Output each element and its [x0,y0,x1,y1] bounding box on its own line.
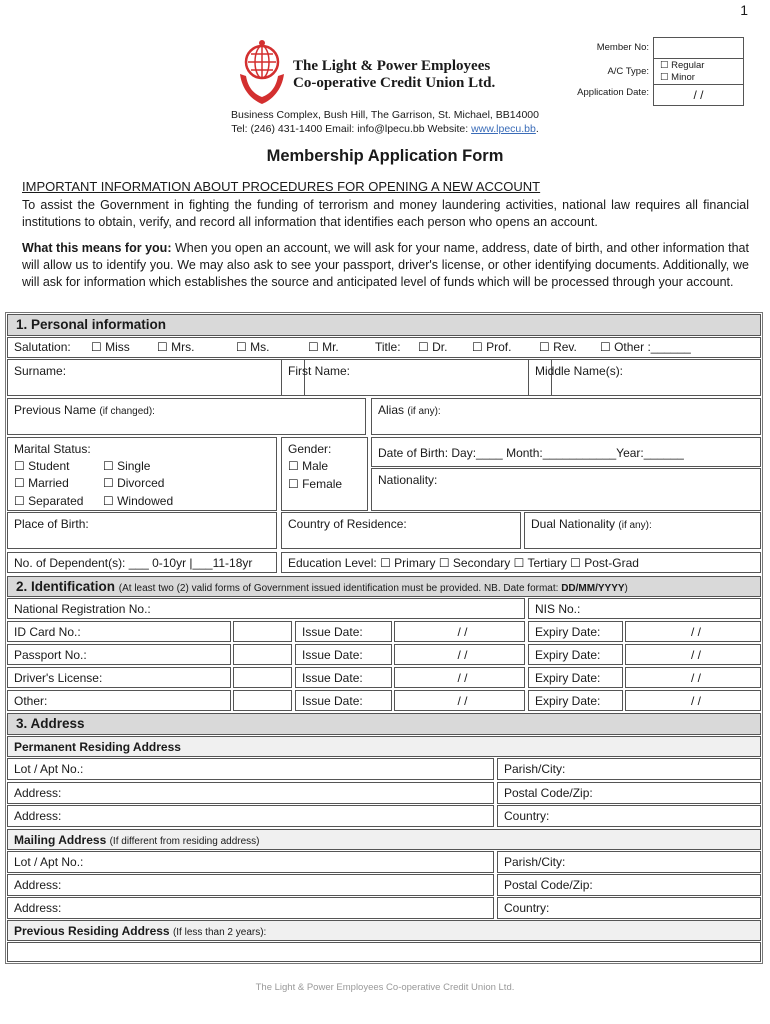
mailing-lot-field[interactable]: Lot / Apt No.: [7,851,494,873]
dual-nationality-label: Dual Nationality [531,517,616,531]
country-of-residence-field[interactable]: Country of Residence: [281,512,521,549]
means-text: When you open an account, we will ask for your name, address, date of birth, and other information that will allow us to identify you. We may also ask to see your passport, driver's license, or other identifying documents. Additionally, we will ask for information which establishes the source and anticipated level of funds which will be processed through your account. [22,241,749,289]
nis-field[interactable]: NIS No.: [528,598,761,619]
drivers-license-expiry-date-field[interactable]: / / [625,667,761,688]
date-format: DD/MM/YYYY [561,583,625,594]
contact-suffix: . [535,123,539,135]
identification-note: (At least two (2) valid forms of Government issued identification must be provided. NB. Date format: [118,583,562,594]
salutation-miss-checkbox[interactable]: ☐ Miss [91,340,130,354]
mailing-parish-field[interactable]: Parish/City: [497,851,761,873]
marital-widowed-checkbox[interactable]: ☐ Windowed [103,494,174,508]
permanent-address-heading: Permanent Residing Address [7,736,761,757]
permanent-country-field[interactable]: Country: [497,805,761,827]
previous-name-note: (if changed): [99,406,155,417]
dependents-field[interactable]: No. of Dependent(s): ___ 0-10yr |___11-18yr [7,552,277,573]
previous-address-field[interactable] [7,942,761,962]
id-card-label: ID Card No.: [7,621,231,642]
alias-note: (if any): [407,406,441,417]
mailing-address2-field[interactable]: Address: [7,897,494,919]
place-of-birth-field[interactable]: Place of Birth: [7,512,277,549]
id-card-expiry-label: Expiry Date: [528,621,623,642]
drivers-license-expiry-label: Expiry Date: [528,667,623,688]
passport-issue-label: Issue Date: [295,644,392,665]
marital-married-checkbox[interactable]: ☐ Married [14,476,69,490]
marital-student-checkbox[interactable]: ☐ Student [14,459,70,473]
permanent-lot-field[interactable]: Lot / Apt No.: [7,758,494,780]
alias-label: Alias [378,403,405,417]
important-heading: IMPORTANT INFORMATION ABOUT PROCEDURES FOR OPENING A NEW ACCOUNT [22,179,541,194]
org-contact-text: Tel: (246) 431-1400 Email: info@lpecu.bb Website: [231,123,469,135]
other-id-expiry-date-field[interactable]: / / [625,690,761,711]
education-level-field[interactable]: Education Level: ☐ Primary ☐ Secondary ☐ Tertiary ☐ Post-Grad [281,552,761,573]
other-id-number-field[interactable] [233,690,292,711]
mailing-address1-field[interactable]: Address: [7,874,494,896]
org-contact [0,122,770,136]
salutation-label: Salutation: [14,340,71,354]
id-card-number-field[interactable] [233,621,292,642]
previous-address-note: (If less than 2 years): [172,927,267,938]
section-identification-heading [7,576,761,597]
marital-divorced-checkbox[interactable]: ☐ Divorced [103,476,165,490]
org-name-line1: The Light & Power Employees [293,58,491,74]
mailing-address-label: Mailing Address [14,833,107,847]
marital-separated-checkbox[interactable]: ☐ Separated [14,494,84,508]
drivers-license-issue-date-field[interactable]: / / [394,667,525,688]
form-title: Membership Application Form [266,147,504,165]
nationality-field[interactable]: Nationality: [371,468,761,511]
marital-single-checkbox[interactable]: ☐ Single [103,459,151,473]
ac-type-box [653,58,744,85]
passport-issue-date-field[interactable]: / / [394,644,525,665]
title-dr-checkbox[interactable]: ☐ Dr. [418,340,448,354]
footer-text: The Light & Power Employees Co-operative Credit Union Ltd. [255,982,515,993]
date-of-birth-field[interactable]: Date of Birth: Day:____ Month:___________Year:______ [371,437,761,467]
gender-label: Gender: [288,442,332,456]
previous-name-label: Previous Name [14,403,97,417]
middle-names-field[interactable]: Middle Name(s): [528,359,761,396]
member-no-label: Member No: [596,42,649,53]
salutation-mr-checkbox[interactable]: ☐ Mr. [308,340,339,354]
gender-female-checkbox[interactable]: ☐ Female [288,477,343,491]
national-registration-field[interactable]: National Registration No.: [7,598,525,619]
mailing-address-note: (If different from residing address) [109,836,260,847]
mailing-address-heading [7,829,761,850]
ac-regular-checkbox[interactable]: ☐ Regular [660,60,705,71]
title-label: Title: [375,340,401,354]
dual-nationality-field[interactable] [524,512,761,549]
id-card-issue-date-field[interactable]: / / [394,621,525,642]
passport-number-field[interactable] [233,644,292,665]
drivers-license-label: Driver's License: [7,667,231,688]
title-prof-checkbox[interactable]: ☐ Prof. [472,340,512,354]
dual-nationality-note: (if any): [618,520,652,531]
section-personal-heading: 1. Personal information [7,314,761,336]
important-text: To assist the Government in fighting the funding of terrorism and money laundering activities, national law requires all financial institutions to obtain, verify, and record all information that identifies each person who opens an account. [22,198,749,229]
section-address-heading: 3. Address [7,713,761,735]
page-number: 1 [740,2,748,18]
permanent-parish-field[interactable]: Parish/City: [497,758,761,780]
org-name-line2: Co-operative Credit Union Ltd. [293,75,496,91]
other-id-issue-date-field[interactable]: / / [394,690,525,711]
application-date-field[interactable]: / / [653,84,744,106]
passport-expiry-label: Expiry Date: [528,644,623,665]
org-name [293,58,495,92]
website-link[interactable]: www.lpecu.bb [471,123,536,135]
application-date-label: Application Date: [577,87,649,98]
member-no-field[interactable] [653,37,744,59]
title-other-checkbox[interactable]: ☐ Other :______ [600,340,691,354]
salutation-ms-checkbox[interactable]: ☐ Ms. [236,340,270,354]
alias-field[interactable] [371,398,761,435]
credit-union-logo-icon [238,40,286,108]
permanent-postal-field[interactable]: Postal Code/Zip: [497,782,761,804]
other-id-issue-label: Issue Date: [295,690,392,711]
title-rev-checkbox[interactable]: ☐ Rev. [539,340,577,354]
id-card-expiry-date-field[interactable]: / / [625,621,761,642]
gender-male-checkbox[interactable]: ☐ Male [288,459,329,473]
ac-minor-checkbox[interactable]: ☐ Minor [660,72,695,83]
identification-heading: 2. Identification [16,579,116,594]
passport-label: Passport No.: [7,644,231,665]
id-card-issue-label: Issue Date: [295,621,392,642]
org-address: Business Complex, Bush Hill, The Garrison, St. Michael, BB14000 [231,109,539,121]
mailing-country-field[interactable]: Country: [497,897,761,919]
passport-expiry-date-field[interactable]: / / [625,644,761,665]
permanent-address2-field[interactable]: Address: [7,805,494,827]
permanent-address1-field[interactable]: Address: [7,782,494,804]
drivers-license-number-field[interactable] [233,667,292,688]
identification-note-close: ) [624,583,628,594]
means-label: What this means for you: [22,241,172,255]
first-name-field[interactable]: First Name: [281,359,552,396]
mailing-postal-field[interactable]: Postal Code/Zip: [497,874,761,896]
previous-address-label: Previous Residing Address [14,924,170,938]
previous-name-field[interactable] [7,398,366,435]
previous-address-heading [7,920,761,941]
marital-status-label: Marital Status: [14,442,91,456]
other-id-expiry-label: Expiry Date: [528,690,623,711]
other-id-label: Other: [7,690,231,711]
surname-field[interactable]: Surname: [7,359,305,396]
means-paragraph [22,240,749,291]
drivers-license-issue-label: Issue Date: [295,667,392,688]
ac-type-label: A/C Type: [607,66,649,77]
salutation-mrs-checkbox[interactable]: ☐ Mrs. [157,340,195,354]
